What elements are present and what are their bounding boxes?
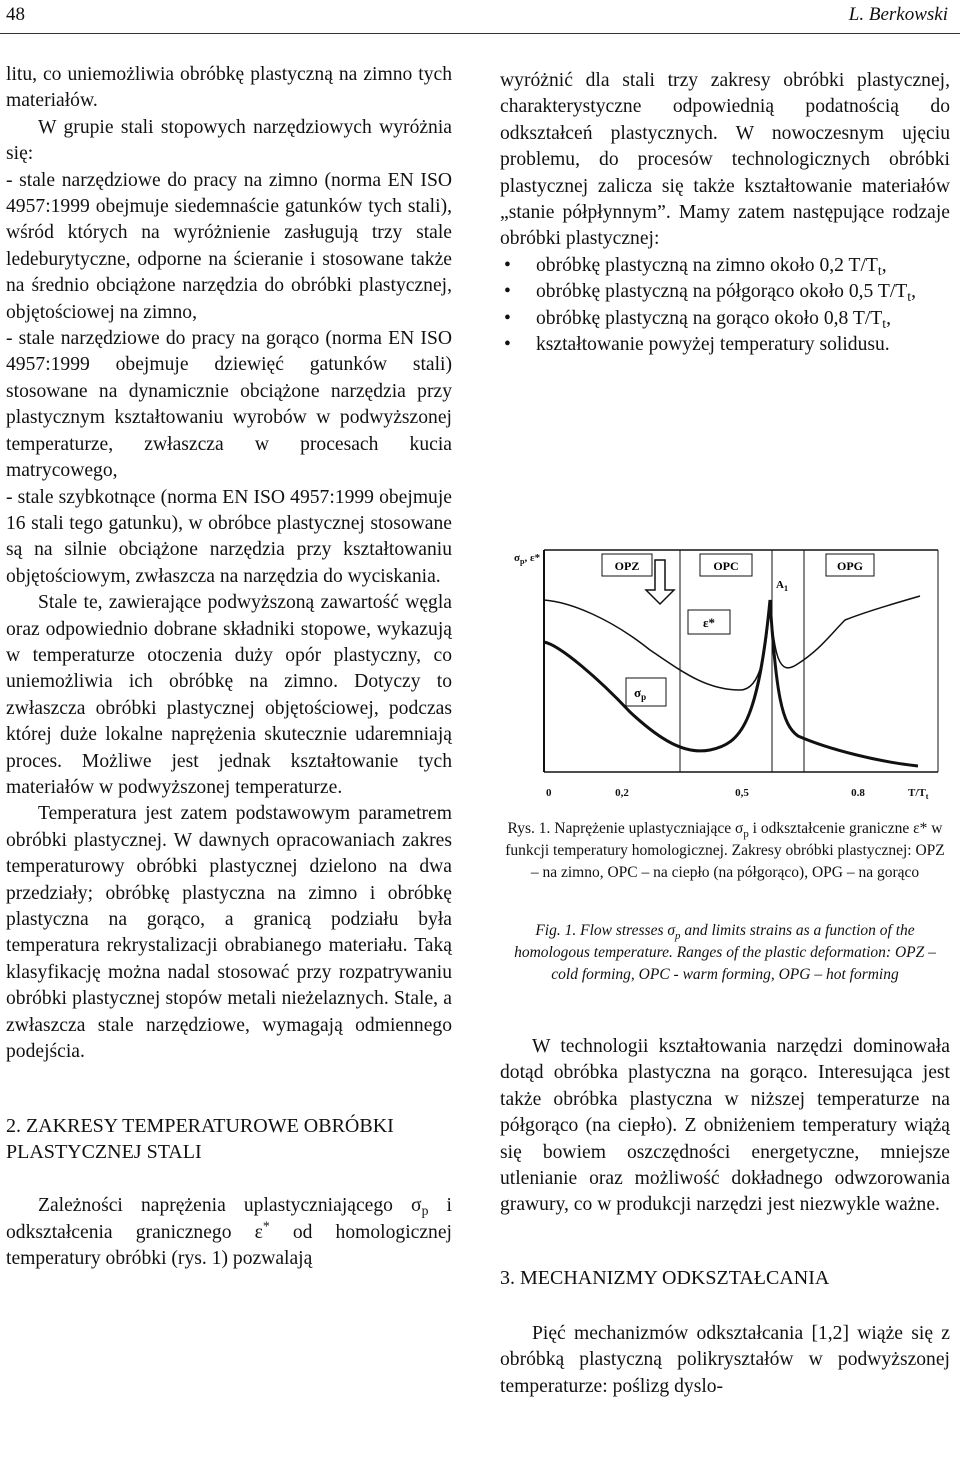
- figure-1-diagram: [500, 540, 950, 830]
- paragraph: Zależności naprężenia uplastyczniającego $\sigma_p$ i odkształcenia granicznego ε* od homologicznej temperatury obróbki (rys. 1) pozwalają: [6, 1195, 453, 1270]
- running-head: L. Berkowski: [848, 4, 948, 25]
- x-tick-label: 0,2: [615, 787, 629, 799]
- paragraph: litu, co uniemożliwia obróbkę plastyczną na zimno tych materiałów.: [6, 64, 452, 112]
- list-item: • obróbkę plastyczną na gorąco około 0,8 $T/T_t$,: [504, 307, 891, 331]
- list-item: - stale narzędziowe do pracy na zimno (norma EN ISO 4957:1999 obejmuje siedemnaście gatunków tych stali), wśród których na wyróżnienie zasługują trzy stale ledeburytyczne, odporne na ścieranie i stosowane także na średnio obciążone narzędzia do obróbki plastycznej, objętościowej na zimno,: [6, 169, 452, 323]
- bullet-list: [500, 253, 950, 359]
- list-item: • kształtowanie powyżej temperatury solidusu.: [500, 332, 950, 358]
- zone-label-opc: OPC: [713, 559, 739, 573]
- x-axis-label: $T/T_t$: [908, 787, 929, 801]
- paragraph: Pięć mechanizmów odkształcania [1,2] wiąże się z obróbką plastyczną polikryształów w podwyższonej temperaturze: poślizg dyslo-: [500, 1322, 950, 1397]
- eps-label: ε*: [702, 615, 716, 630]
- right-column: [500, 68, 950, 358]
- bullet-icon: •: [504, 307, 511, 329]
- bullet-icon: •: [504, 254, 511, 276]
- x-tick-label: 0,5: [735, 787, 749, 799]
- figure-caption-polish: Rys. 1. Naprężenie uplastyczniające $\sigma_p$ i odkształcenie graniczne ε* w funkcji temperatury homologicznej. Zakresy obróbki plastycznej: OPZ – na zimno, OPC – na ciepło (na półgorąco), OPG – na gorąco: [505, 820, 945, 881]
- limit-strain-curve: [544, 596, 920, 690]
- left-column: [6, 62, 452, 1273]
- sigma-label: $\sigma_p$: [634, 685, 647, 702]
- bullet-icon: •: [504, 281, 511, 303]
- paragraph: W technologii kształtowania narzędzi dominowała dotąd obróbka plastyczna na gorąco. Interesująca jest także obróbka plastyczna w niższej temperaturze na półgorąco (na ciepło). Z obniżeniem temperatury wiążą się bowiem oszczędności energetyczne, mniejsze utlenianie oraz możliwość dokładnego odwzorowania grawury, co w produkcji narzędzi jest niezwykle ważne.: [500, 1036, 950, 1216]
- page-number: 48: [6, 4, 25, 25]
- flow-stress-curve: [544, 600, 918, 766]
- y-axis-label: $\sigma_p$, ε*: [514, 552, 541, 566]
- bullet-icon: •: [504, 334, 511, 356]
- header-rule: [0, 33, 960, 34]
- paragraph: W grupie stali stopowych narzędziowych wyróżnia się:: [6, 116, 452, 165]
- x-tick-label: 0: [546, 787, 552, 799]
- page-header: [0, 0, 960, 36]
- a1-label: $A_1$: [776, 579, 788, 593]
- list-item: - stale szybkotnące (norma EN ISO 4957:1999 obejmuje 16 stali tego gatunku), w obróbce plastycznej stosowane są na silnie obciążone narzędzia przy kształtowaniu objętościowym, zwłaszcza na narzędzia do wyciskania.: [6, 486, 452, 587]
- zone-label-opg: OPG: [837, 559, 863, 573]
- figure-caption-english: Fig. 1. Flow stresses $\sigma_p$ and limits strains as a function of the homologous temperature. Ranges of the plastic deformation: OPZ – cold forming, OPC - warm forming, OPG – hot forming: [514, 922, 936, 983]
- list-item: • obróbkę plastyczną na półgorąco około 0,5 $T/T_t$,: [504, 281, 916, 305]
- section-3-title: 3. MECHANIZMY ODKSZTAŁCANIA: [500, 1266, 830, 1289]
- paragraph: Temperatura jest zatem podstawowym parametrem obróbki plastycznej. W dawnych opracowaniach zakres temperaturowy obróbki plastycznej dzielono na dwa przedziały; obróbkę plastyczna na zimno i obróbkę plastyczna na gorąco, a granicą podziału była temperatura rekrystalizacji obrabianego materiału. Taką klasyfikację można nadal stosować przy rozpatrywaniu obróbki plastycznej stopów metali nieżelaznych. Stale, a zwłaszcza stale narzędziowe, wymagają odmiennego podejścia.: [6, 803, 452, 1063]
- zone-label-opz: OPZ: [614, 559, 640, 573]
- paragraph: wyróżnić dla stali trzy zakresy obróbki plastycznej, charakterystyczne odpowiednią podatnością do odkształceń plastycznych. W nowoczesnym ujęciu problemu, do procesów technologicznych obróbki plastycznej zalicza się także kształtowanie materiałów „stanie półpłynnym”. Mamy zatem następujące rodzaje obróbki plastycznej:: [500, 70, 950, 250]
- list-item: - stale narzędziowe do pracy na gorąco (norma EN ISO 4957:1999 obejmuje dziewięć gatunków stali) stosowane na dynamicznie obciążone narzędzia przy plastycznym kształtowaniu wyrobów w podwyższonej temperaturze, zwłaszcza w procesach kucia matrycowego,: [6, 328, 452, 482]
- section-2-title: 2. ZAKRESY TEMPERATUROWE OBRÓBKI PLASTYCZNEJ STALI: [6, 1115, 394, 1164]
- list-item: • obróbkę plastyczną na zimno około 0,2 $T/T_t$,: [504, 254, 887, 278]
- x-tick-label: 0.8: [851, 787, 865, 799]
- paragraph: Stale te, zawierające podwyższoną zawartość węgla oraz odpowiednio dobrane składniki stopowe, wykazują w temperaturze otoczenia duży opór plastyczny, co uniemożliwia ich obróbkę na zimno. Dotyczy to zwłaszcza obróbki plastycznej objętościowej, podczas której duże lokalne naprężenia skutecznie udaremniają proces. Możliwe jest jednak kształtowanie tych materiałów w podwyższonej temperaturze.: [6, 592, 452, 798]
- right-column-lower: [500, 1034, 950, 1400]
